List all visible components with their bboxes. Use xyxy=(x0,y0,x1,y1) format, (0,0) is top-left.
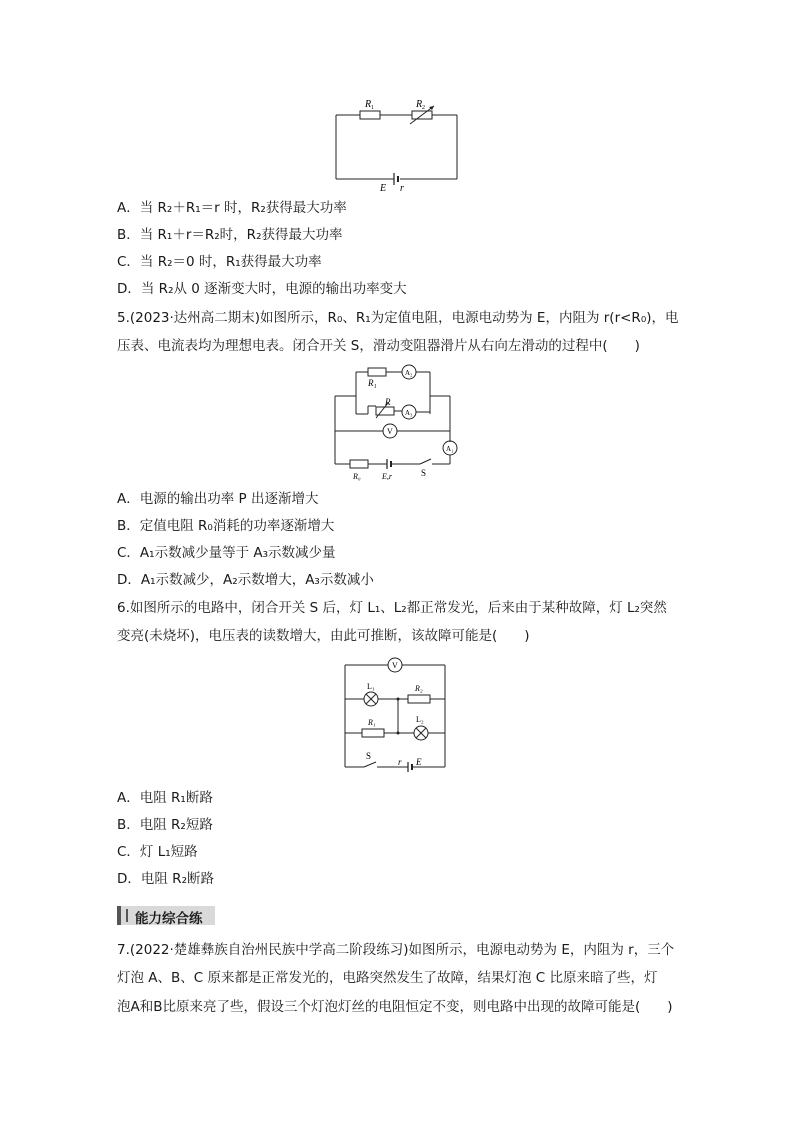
section-title: 能力综合练 xyxy=(135,911,203,927)
switch-s xyxy=(420,459,431,464)
svg-text:V: V xyxy=(387,427,393,436)
r0-resistor xyxy=(350,460,368,468)
q5-option-d: D．A₁示数减少，A₂示数增大，A₃示数减小 xyxy=(117,572,374,588)
q6-option-c: C．灯 L₁短路 xyxy=(117,844,198,860)
q6-stem-line2: 变亮(未烧坏)，电压表的读数增大，由此可推断，该故障可能是( ) xyxy=(117,628,530,644)
svg-text:R: R xyxy=(385,397,391,407)
q4-option-c: C．当 R₂＝0 时，R₁获得最大功率 xyxy=(117,254,322,270)
r2-label: R xyxy=(416,99,423,110)
r1-resistor xyxy=(362,729,384,737)
switch-s xyxy=(364,762,376,767)
svg-text:S: S xyxy=(421,468,427,478)
svg-text:A₂: A₂ xyxy=(405,369,413,377)
e-label: E xyxy=(380,183,387,194)
svg-text:L₂: L₂ xyxy=(416,715,424,724)
r1-resistor xyxy=(360,111,380,119)
q6-option-b: B．电阻 R₂短路 xyxy=(117,817,213,833)
svg-text:r: r xyxy=(398,757,402,767)
svg-text:R₁: R₁ xyxy=(368,378,377,388)
r-label: r xyxy=(400,183,404,194)
q6-option-d: D．电阻 R₂断路 xyxy=(117,871,214,887)
q5-option-b: B．定值电阻 R₀消耗的功率逐渐增大 xyxy=(117,518,335,534)
q6-option-a: A．电阻 R₁断路 xyxy=(117,790,213,806)
q7-stem-line2: 灯泡 A、B、C 原来都是正常发光的，电路突然发生了故障，结果灯泡 C 比原来暗了些，灯 xyxy=(117,970,658,986)
svg-text:2: 2 xyxy=(422,105,425,111)
q4-circuit-diagram xyxy=(330,95,465,195)
q5-circuit-diagram xyxy=(330,362,470,486)
q5-stem-line2: 压表、电流表均为理想电表。闭合开关 S，滑动变阻器滑片从右向左滑动的过程中( ) xyxy=(117,338,640,354)
svg-text:L₁: L₁ xyxy=(367,682,375,691)
svg-text:R₁: R₁ xyxy=(368,718,376,727)
svg-text:1: 1 xyxy=(371,105,374,111)
q4-option-b: B．当 R₁＋r＝R₂时，R₂获得最大功率 xyxy=(117,227,343,243)
svg-text:V: V xyxy=(392,661,398,670)
svg-text:A₁: A₁ xyxy=(446,445,454,453)
q4-option-a: A．当 R₂＋R₁＝r 时，R₂获得最大功率 xyxy=(117,200,347,216)
svg-text:S: S xyxy=(366,751,372,761)
q7-stem-line3: 泡A和B比原来亮了些，假设三个灯泡灯丝的电阻恒定不变，则电路中出现的故障可能是( ) xyxy=(117,999,673,1015)
svg-text:E,r: E,r xyxy=(382,472,392,481)
section-marker-bar xyxy=(126,909,128,922)
q7-stem-line1: 7.(2022·楚雄彝族自治州民族中学高二阶段练习)如图所示，电源电动势为 E，内阻为 r，三个 xyxy=(117,942,675,958)
r1-label: R xyxy=(365,99,372,110)
q5-option-a: A．电源的输出功率 P 出逐渐增大 xyxy=(117,491,319,507)
q5-option-c: C．A₁示数减少量等于 A₃示数减少量 xyxy=(117,545,336,561)
q4-option-d: D．当 R₂从 0 逐渐变大时，电源的输出功率变大 xyxy=(117,281,407,297)
q5-stem-line1: 5.(2023·达州高二期末)如图所示，R₀、R₁为定值电阻，电源电动势为 E，内阻为 r(r<R₀)，电 xyxy=(117,310,679,326)
svg-text:E: E xyxy=(416,757,422,767)
q6-circuit-diagram xyxy=(340,655,455,773)
r2-resistor xyxy=(408,695,430,703)
svg-text:A₃: A₃ xyxy=(405,409,413,417)
section-heading xyxy=(117,906,215,925)
svg-text:R₀: R₀ xyxy=(353,472,361,481)
q6-stem-line1: 6.如图所示的电路中，闭合开关 S 后，灯 L₁、L₂都正常发光，后来由于某种故障，灯 L₂突然 xyxy=(117,600,667,616)
svg-text:R₂: R₂ xyxy=(415,684,423,693)
